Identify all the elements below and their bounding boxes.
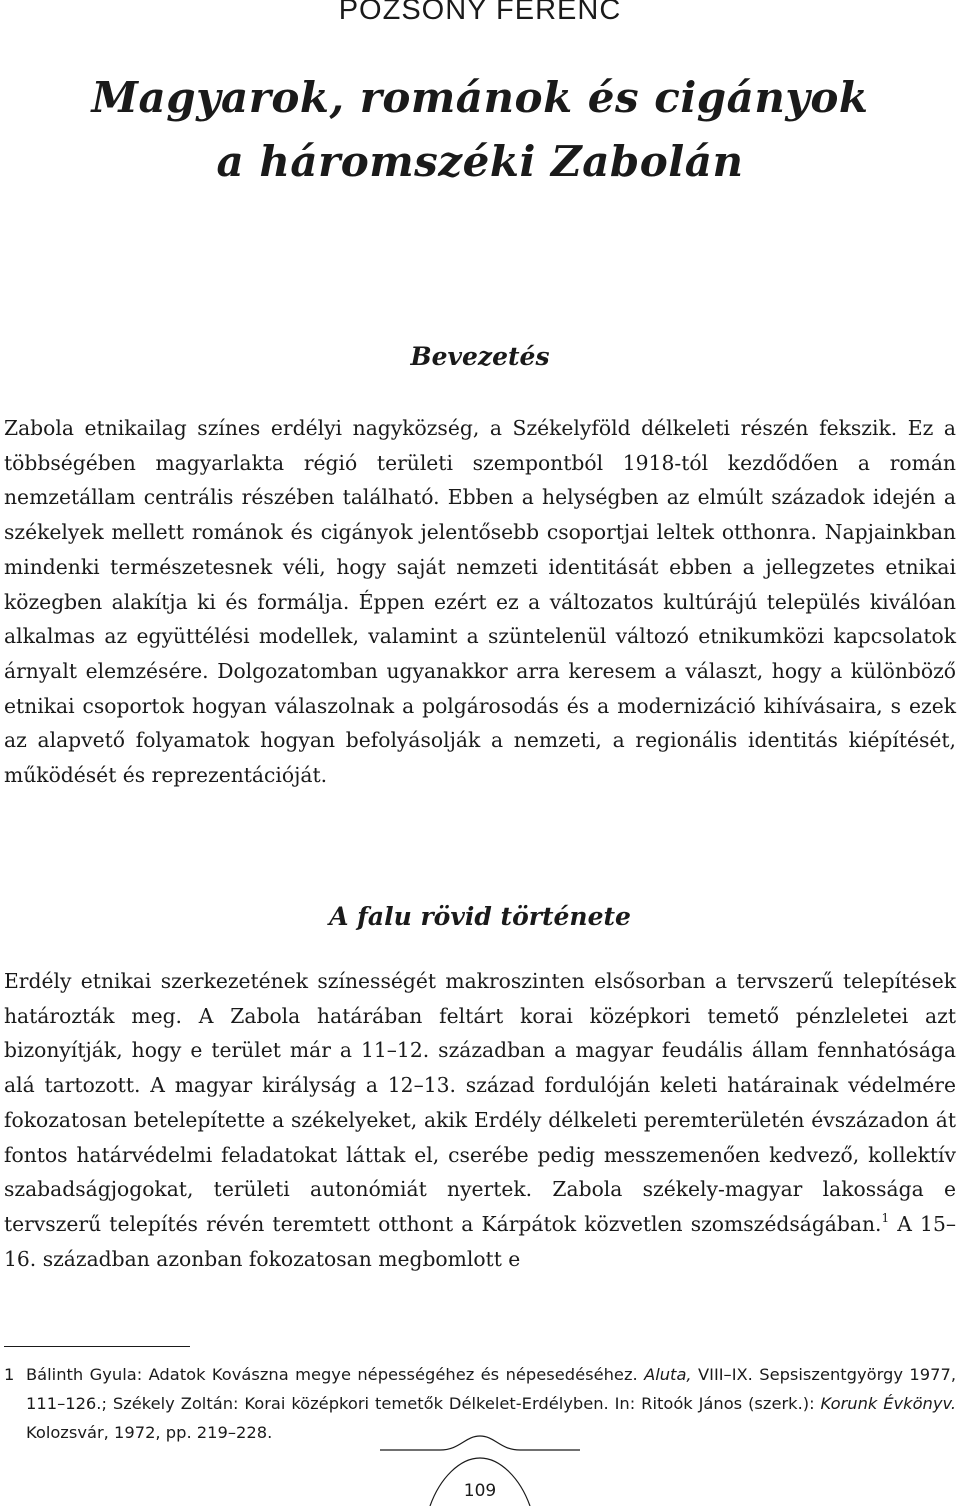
section-heading-history: A falu rövid története	[329, 902, 631, 931]
footnote-part-1: Bálinth Gyula: Adatok Kovászna megye népességéhez és népesedéséhez.	[26, 1365, 645, 1384]
footnote-reference[interactable]: 1	[881, 1210, 890, 1225]
footnote-divider	[4, 1346, 190, 1347]
footnote-part-2: VIII–IX. Sepsiszentgyörgy 1977, 111–126.; Székely Zoltán: Korai középkori temetők Délkelet-Erdélyben. In: Ritoók János (szerk.):	[26, 1365, 956, 1413]
author-name: POZSONY FERENC	[338, 0, 622, 26]
article-title	[0, 66, 960, 194]
title-line-2: a háromszéki Zabolán	[216, 137, 744, 186]
intro-paragraph: Zabola etnikailag színes erdélyi nagyközség, a Székelyföld délkeleti részén fekszik. Ez a többségében magyarlakta régió területi szempontból 1918-tól kezdődően a román nemzetállam centrális részében található. Ebben a helységben az elmúlt századok idején a székelyek mellett románok és cigányok jelentősebb csoportjai leltek otthonra. Napjainkban mindenki természetesnek véli, hogy saját nemzeti identitását ebben a jellegzetes etnikai közegben alakítja ki és formálja. Éppen ezért ez a változatos kultúrájú település kiválóan alkalmas az együttélési modellek, valamint a szüntelenül változó etnikumközi kapcsolatok árnyalt elemzésére. Dolgozatomban ugyanakkor arra keresem a választ, hogy a különböző etnikai csoportok hogyan válaszolnak a polgárosodás és a modernizáció kihívásaira, s ezek az alapvető folyamatok hogyan befolyásolják a nemzeti, a regionális identitás kiépítését, működését és reprezentációját.	[4, 416, 956, 788]
footnote-journal: Aluta,	[644, 1365, 692, 1384]
history-paragraph	[4, 964, 956, 1276]
section-heading-intro: Bevezetés	[410, 342, 550, 371]
footnote-part-3: Kolozsvár, 1972, pp. 219–228.	[26, 1423, 273, 1442]
history-text-start: Erdély etnikai szerkezetének színességét makroszinten elsősorban a tervszerű telepítések határozták meg. A Zabola határában feltárt korai középkori temető pénzleletei azt bizonyítják, hogy e terület már a 11–12. században a magyar feudális állam fennhatósága alá tartozott. A magyar királyság a 12–13. század fordulóján keleti határainak védelmére fokozatosan betelepítette a székelyeket, akik Erdély délkeleti peremterületén évszázadon át fontos határvédelmi feladatokat láttak el, cserébe pedig messzemenően kedvező, kollektív szabadságjogokat, területi autonómiát nyertek. Zabola székely-magyar lakossága e tervszerű telepítés révén teremtett otthont a Kárpátok közvetlen szomszédságában.	[4, 969, 956, 1236]
footnote-number: 1	[4, 1365, 15, 1384]
title-line-1: Magyarok, románok és cigányok	[91, 73, 869, 122]
footnote-book: Korunk Évkönyv.	[820, 1394, 956, 1413]
page-number: 109	[463, 1481, 497, 1501]
history-text-end: A 15–16. században azonban fokozatosan megbomlott e	[4, 1211, 956, 1271]
